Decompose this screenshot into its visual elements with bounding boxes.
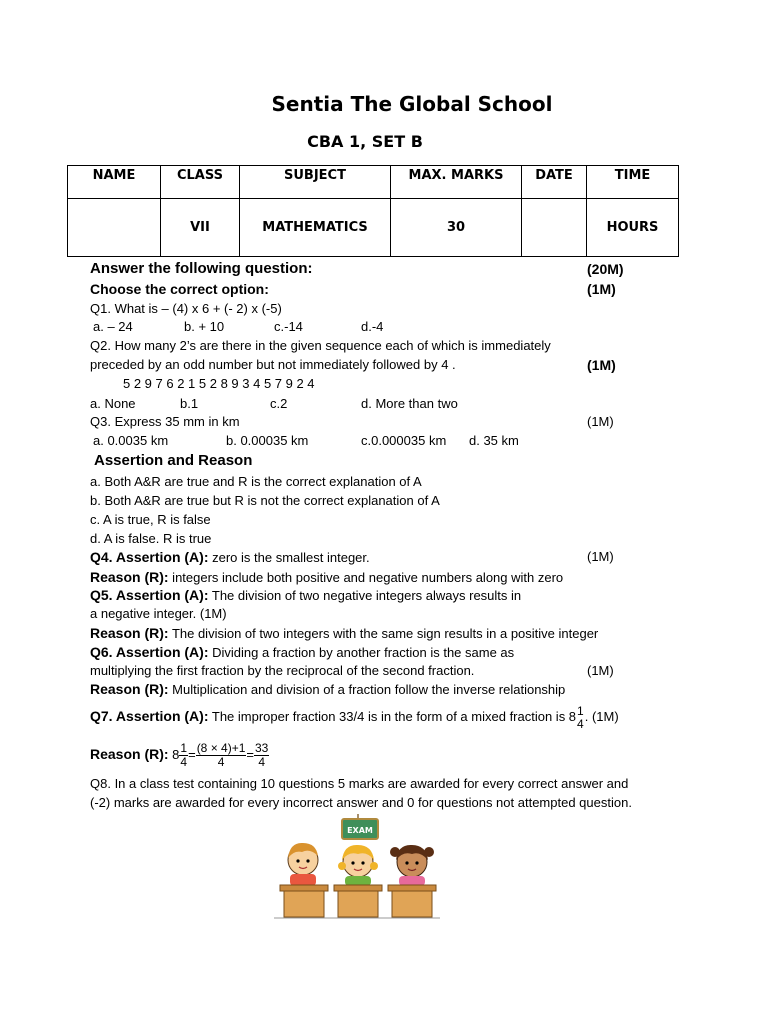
q1-text: Q1. What is – (4) x 6 + (- 2) x (-5) bbox=[90, 301, 282, 316]
q6-assertion bbox=[90, 644, 514, 660]
q3-text: Q3. Express 35 mm in km bbox=[90, 414, 240, 429]
q2-option-b: b.1 bbox=[180, 396, 199, 411]
q6-marks: (1M) bbox=[587, 663, 614, 678]
student-right bbox=[390, 845, 434, 886]
q7-text: The improper fraction 33/4 is in the form of a mixed fraction is 8 bbox=[208, 709, 577, 724]
q5-reason bbox=[90, 625, 598, 641]
section-marks: (20M) bbox=[587, 261, 624, 277]
assertion-key-b: b. Both A&R are true but R is not the correct explanation of A bbox=[90, 493, 440, 508]
q4-label: Q4. Assertion (A): bbox=[90, 549, 209, 565]
student-middle bbox=[338, 845, 378, 886]
q7-r-num1: 1 bbox=[180, 741, 188, 756]
q7-reason bbox=[90, 737, 269, 772]
q1-option-c: c.-14 bbox=[274, 319, 303, 334]
col-date: DATE bbox=[522, 166, 587, 199]
q7-r-den2: 4 bbox=[217, 755, 225, 770]
value-date bbox=[522, 199, 587, 257]
value-time: HOURS bbox=[587, 199, 679, 257]
value-name bbox=[68, 199, 161, 257]
q3-marks: (1M) bbox=[587, 414, 614, 429]
school-name: Sentia The Global School bbox=[271, 92, 553, 116]
col-class: CLASS bbox=[161, 166, 240, 199]
q7-r-eq2: = bbox=[246, 747, 254, 762]
q7-label: Q7. Assertion (A): bbox=[90, 708, 209, 724]
q1-option-b: b. + 10 bbox=[184, 319, 225, 334]
assertion-title: Assertion and Reason bbox=[94, 452, 253, 469]
q7-r-frac3 bbox=[254, 742, 269, 769]
q6-reason bbox=[90, 681, 565, 697]
q3-option-a: a. 0.0035 km bbox=[93, 433, 169, 448]
q5-reason-label: Reason (R): bbox=[90, 625, 169, 641]
q5-label: Q5. Assertion (A): bbox=[90, 587, 209, 603]
q6-label: Q6. Assertion (A): bbox=[90, 644, 209, 660]
col-max-marks: MAX. MARKS bbox=[391, 166, 522, 199]
q7-r-den3: 4 bbox=[258, 755, 265, 770]
test-title: CBA 1, SET B bbox=[307, 132, 423, 151]
q4-reason-text: integers include both positive and negative numbers along with zero bbox=[168, 570, 564, 585]
value-class: VII bbox=[161, 199, 240, 257]
section-title: Answer the following question: bbox=[90, 260, 313, 277]
q6-text: Dividing a fraction by another fraction is the same as bbox=[208, 645, 515, 660]
q7-r-num2: (8 × 4)+1 bbox=[196, 741, 246, 756]
q6-line2: multiplying the first fraction by the reciprocal of the second fraction. bbox=[90, 663, 475, 678]
q3-option-c: c.0.000035 km bbox=[361, 433, 447, 448]
q7-fraction bbox=[576, 705, 585, 731]
q1-option-a: a. – 24 bbox=[93, 319, 133, 334]
q7-frac-num: 1 bbox=[577, 703, 584, 718]
q5-text: The division of two negative integers always results in bbox=[208, 588, 522, 603]
value-max-marks: 30 bbox=[391, 199, 522, 257]
col-time: TIME bbox=[587, 166, 679, 199]
q2-line2: preceded by an odd number but not immediately followed by 4 . bbox=[90, 357, 456, 372]
q4-text: zero is the smallest integer. bbox=[208, 550, 370, 565]
q2-option-c: c.2 bbox=[270, 396, 288, 411]
col-name: NAME bbox=[68, 166, 161, 199]
section-subtitle: Choose the correct option: bbox=[90, 281, 269, 297]
q2-option-d: d. More than two bbox=[361, 396, 458, 411]
exam-illustration bbox=[272, 810, 444, 922]
assertion-key-d: d. A is false. R is true bbox=[90, 531, 212, 546]
col-subject: SUBJECT bbox=[240, 166, 391, 199]
q7-marks: . (1M) bbox=[584, 709, 619, 724]
q7-frac-den: 4 bbox=[577, 716, 584, 731]
student-left bbox=[288, 843, 318, 886]
q1-option-d: d.-4 bbox=[361, 319, 384, 334]
desks bbox=[274, 885, 440, 918]
q8-line1: Q8. In a class test containing 10 questions 5 marks are awarded for every correct answer and bbox=[90, 776, 629, 791]
q7-r-frac2 bbox=[196, 742, 247, 769]
table-value-row bbox=[68, 199, 679, 257]
q2-sequence: 5 2 9 7 6 2 1 5 2 8 9 3 4 5 7 9 2 4 bbox=[123, 376, 315, 391]
q4-reason bbox=[90, 569, 563, 585]
q5-reason-text: The division of two integers with the same sign results in a positive integer bbox=[168, 626, 599, 641]
q7-r-num3: 33 bbox=[254, 741, 269, 756]
q4-reason-label: Reason (R): bbox=[90, 569, 169, 585]
q7-r-frac1 bbox=[179, 742, 188, 769]
q7-r-eq1: = bbox=[188, 747, 196, 762]
q5-assertion bbox=[90, 587, 521, 603]
q6-reason-text: Multiplication and division of a fraction follow the inverse relationship bbox=[168, 682, 566, 697]
assertion-key-c: c. A is true, R is false bbox=[90, 512, 211, 527]
q2-option-a: a. None bbox=[90, 396, 136, 411]
assertion-key-a: a. Both A&R are true and R is the correct explanation of A bbox=[90, 474, 422, 489]
q6-reason-label: Reason (R): bbox=[90, 681, 169, 697]
student-info-table bbox=[67, 165, 679, 257]
q7-r-den1: 4 bbox=[180, 755, 188, 770]
q7-r-whole: 8 bbox=[168, 747, 180, 762]
q7-reason-label: Reason (R): bbox=[90, 746, 169, 762]
q4-marks: (1M) bbox=[587, 549, 614, 564]
q8-line2: (-2) marks are awarded for every incorrect answer and 0 for questions not attempted question. bbox=[90, 795, 632, 810]
section-sub-marks: (1M) bbox=[587, 281, 616, 297]
q5-line2: a negative integer. (1M) bbox=[90, 606, 227, 621]
q2-line1: Q2. How many 2’s are there in the given sequence each of which is immediately bbox=[90, 338, 551, 353]
table-header-row bbox=[68, 166, 679, 199]
value-subject: MATHEMATICS bbox=[240, 199, 391, 257]
exam-sign-text: EXAM bbox=[347, 826, 373, 835]
q7-assertion bbox=[90, 701, 619, 732]
q3-option-b: b. 0.00035 km bbox=[226, 433, 309, 448]
q4-assertion bbox=[90, 549, 370, 565]
q3-option-d: d. 35 km bbox=[469, 433, 519, 448]
q2-marks: (1M) bbox=[587, 357, 616, 373]
